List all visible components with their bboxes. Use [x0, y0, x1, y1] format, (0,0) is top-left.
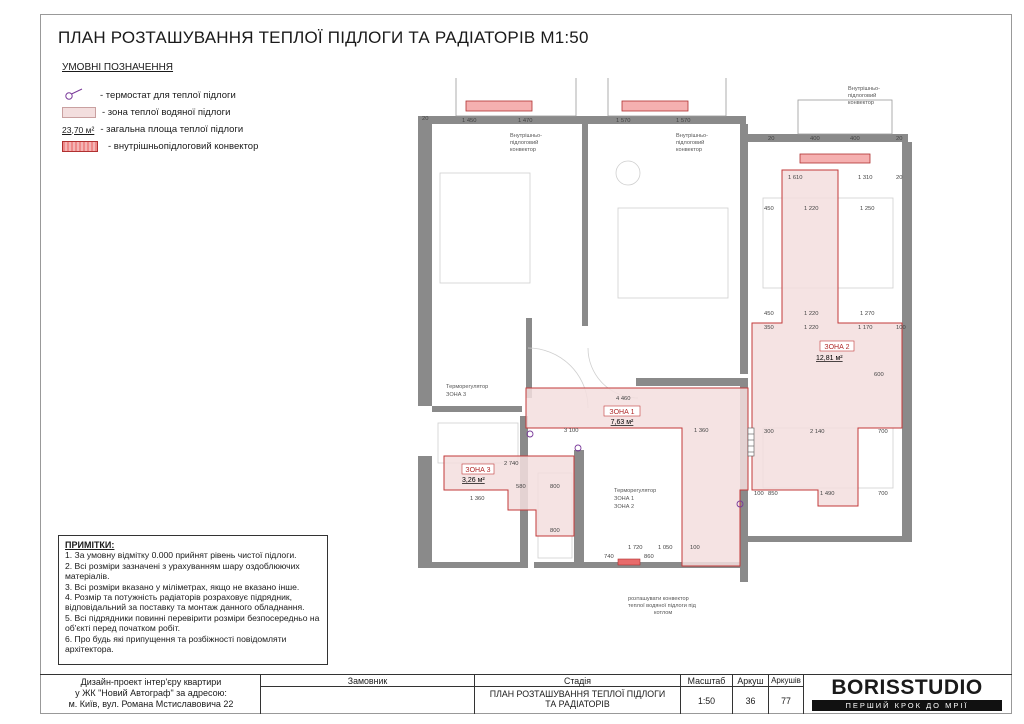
zone-swatch [62, 107, 96, 118]
legend-row-zone [62, 107, 230, 118]
zone-3-area-label: 3,26 м² [462, 477, 485, 484]
svg-text:1 220: 1 220 [804, 206, 819, 212]
svg-text:1 470: 1 470 [518, 118, 533, 124]
tb-project-line-3: м. Київ, вул. Романа Мстиславовича 22 [68, 699, 234, 709]
svg-text:800: 800 [550, 484, 560, 490]
svg-text:350: 350 [764, 325, 774, 331]
legend-row-area [62, 124, 243, 135]
tb-sheet-value: 36 [745, 696, 756, 706]
conv-label-3: Внутрішньо-підлоговий конвектор [848, 86, 880, 106]
svg-text:700: 700 [878, 491, 888, 497]
svg-text:2 740: 2 740 [504, 461, 519, 467]
zone-1-area-label: 7,63 м² [610, 419, 634, 426]
note-3: 3. Всі розміри вказано у міліметрах, якщо не вказано інше. [65, 581, 300, 592]
conv-label-1: Внутрішньо-підлоговий конвектор [510, 133, 542, 153]
svg-text:450: 450 [764, 311, 774, 317]
svg-text:580: 580 [516, 484, 526, 490]
svg-text:700: 700 [878, 429, 888, 435]
svg-text:20: 20 [768, 136, 775, 142]
svg-text:1 490: 1 490 [820, 491, 835, 497]
tb-divider [260, 686, 804, 687]
thermo-zone12-label: Терморегулятор ЗОНА 1 ЗОНА 2 [614, 488, 657, 510]
svg-text:20: 20 [422, 116, 429, 122]
svg-text:1 050: 1 050 [658, 545, 673, 551]
page-title: ПЛАН РОЗТАШУВАННЯ ТЕПЛОЇ ПІДЛОГИ ТА РАДІАТОРІВ М1:50 [58, 28, 589, 47]
svg-text:3 100: 3 100 [564, 428, 579, 434]
note-4: 4. Розмір та потужність радіаторів розраховує підрядник, відповідальний за поставку та монтаж данного обладнання. [65, 592, 305, 613]
zone-1-name: ЗОНА 1 [609, 409, 635, 416]
note-5: 5. Всі підрядники повинні перевірити розміри безпосередньо на об'єкті перед початком робіт. [65, 612, 320, 634]
legend-heading: УМОВНІ ПОЗНАЧЕННЯ [62, 62, 174, 73]
svg-text:400: 400 [850, 136, 860, 142]
svg-text:1 170: 1 170 [858, 325, 873, 331]
legend-convector-label: - внутрішньопідлоговий конвектор [108, 141, 259, 152]
notes-box [58, 535, 328, 665]
tb-project-line-1: Дизайн-проект інтер'єру квартири [80, 677, 222, 687]
svg-text:1 310: 1 310 [858, 175, 873, 181]
note-2: 2. Всі розміри зазначені з урахуванням шару оздоблюючих матеріалів. [65, 560, 300, 582]
convector-swatch [62, 141, 98, 152]
svg-text:1 360: 1 360 [470, 496, 485, 502]
tb-scale-head: Масштаб [687, 676, 726, 686]
zone-2-area-label: 12,81 м² [816, 355, 843, 362]
svg-text:1 220: 1 220 [804, 325, 819, 331]
tb-sheet-head: Аркуш [737, 676, 764, 686]
svg-text:1 270: 1 270 [860, 311, 875, 317]
tb-customer-head: Замовник [347, 676, 388, 686]
svg-text:20: 20 [896, 136, 903, 142]
thermostat-icon [62, 88, 84, 102]
logo-text: BORISSTUDIO [831, 676, 983, 699]
svg-text:1 450: 1 450 [462, 118, 477, 124]
svg-text:400: 400 [810, 136, 820, 142]
logo-slogan: ПЕРШИЙ КРОК ДО МРІЇ [812, 700, 1002, 711]
tb-sheets-value: 77 [781, 696, 791, 706]
tb-customer [260, 674, 474, 714]
svg-text:1 570: 1 570 [616, 118, 631, 124]
svg-text:4 460: 4 460 [616, 396, 631, 402]
svg-text:800: 800 [550, 528, 560, 534]
svg-text:1 720: 1 720 [628, 545, 643, 551]
svg-text:1 360: 1 360 [694, 428, 709, 434]
zone-2-name: ЗОНА 2 [824, 344, 850, 351]
conv-label-2: Внутрішньо-підлоговий конвектор [676, 133, 708, 153]
svg-text:740: 740 [604, 554, 614, 560]
svg-text:850: 850 [768, 491, 778, 497]
note-1: 1. За умовну відмітку 0.000 прийнят рівень чистої підлоги. [65, 550, 297, 561]
zone-2-area [752, 170, 902, 506]
svg-text:100: 100 [690, 545, 700, 551]
svg-text:1 250: 1 250 [860, 206, 875, 212]
tb-stage [474, 674, 680, 714]
studio-logo [804, 676, 1010, 712]
tb-stage-head: Стадія [563, 676, 592, 686]
heated-zones [444, 170, 902, 566]
svg-text:20: 20 [896, 175, 903, 181]
floor-plan [418, 78, 916, 618]
legend-thermostat-label: - термостат для теплої підлоги [100, 89, 236, 101]
tb-scale-value: 1:50 [697, 696, 716, 706]
conv-bottom-label: розташувати конвектор теплої водяної підлоги під котлом [628, 596, 696, 616]
svg-text:2 140: 2 140 [810, 429, 825, 435]
tb-scale [680, 674, 732, 714]
svg-text:100: 100 [754, 491, 764, 497]
svg-text:450: 450 [764, 206, 774, 212]
legend-row-thermostat [62, 88, 236, 102]
tb-sheets-head: Аркушів [771, 676, 801, 685]
tb-project-info [42, 674, 260, 714]
tb-project-line-2: у ЖК "Новий Автограф" за адресою: [75, 688, 227, 698]
tb-stage-value: ПЛАН РОЗТАШУВАННЯ ТЕПЛОЇ ПІДЛОГИ ТА РАДІАТОРІВ [489, 689, 666, 709]
legend-area-sample: 23,70 м² [62, 124, 95, 135]
legend-area-label: - загальна площа теплої підлоги [100, 124, 244, 135]
svg-text:100: 100 [896, 325, 906, 331]
svg-text:1 570: 1 570 [676, 118, 691, 124]
svg-text:1 610: 1 610 [788, 175, 803, 181]
tb-sheets [768, 674, 804, 714]
legend-row-convector [62, 141, 258, 152]
note-6: 6. Про будь які припущення та розбіжності повідомляти архітектора. [65, 633, 287, 655]
svg-text:300: 300 [764, 429, 774, 435]
svg-text:600: 600 [874, 372, 884, 378]
tb-sheet [732, 674, 768, 714]
notes-heading: ПРИМІТКИ: [65, 540, 115, 550]
svg-text:860: 860 [644, 554, 654, 560]
legend-zone-label: - зона теплої водяної підлоги [102, 107, 231, 118]
thermo-zone3-label: Терморегулятор ЗОНА 3 [446, 384, 489, 398]
zone-3-name: ЗОНА 3 [465, 467, 491, 474]
entrance-grille [748, 428, 754, 456]
svg-text:1 220: 1 220 [804, 311, 819, 317]
